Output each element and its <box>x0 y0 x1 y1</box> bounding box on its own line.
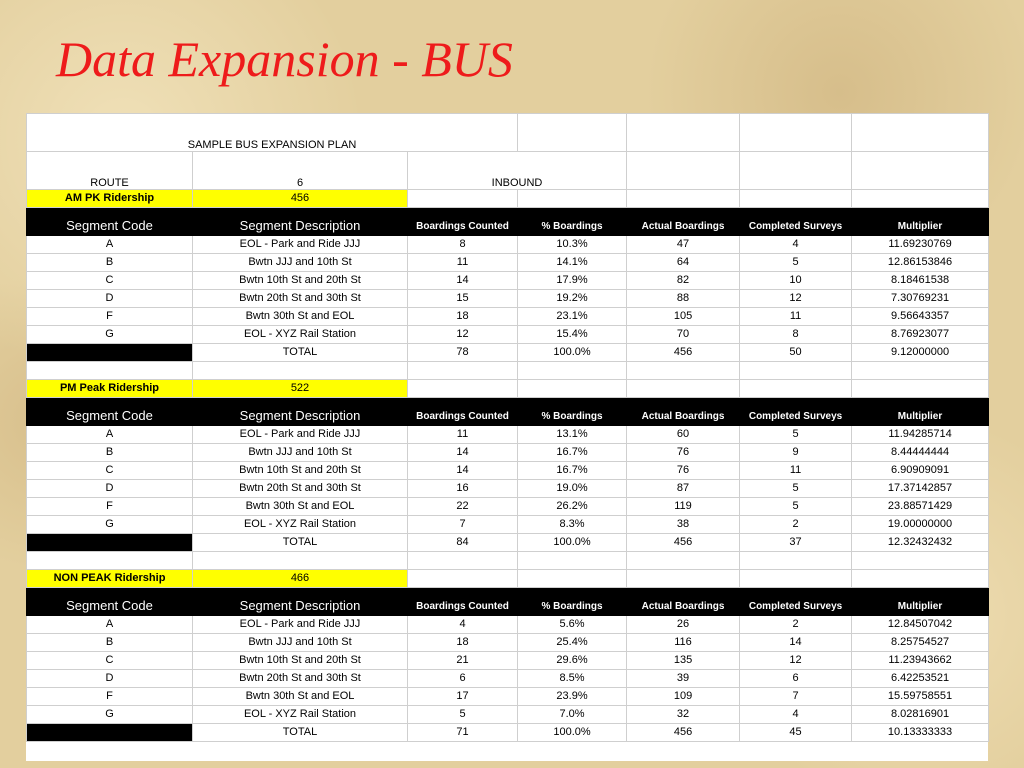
total-label: TOTAL <box>193 344 408 362</box>
actual-boardings-cell: 88 <box>627 290 740 308</box>
segment-code-cell: F <box>27 498 193 516</box>
total-multiplier-cell: 12.32432432 <box>852 534 989 552</box>
multiplier-cell: 11.69230769 <box>852 236 989 254</box>
boardings-counted-cell: 15 <box>408 290 518 308</box>
total-black-cell <box>27 724 193 742</box>
pct-boardings-cell: 19.2% <box>518 290 627 308</box>
empty-cell <box>627 190 740 208</box>
pct-boardings-cell: 14.1% <box>518 254 627 272</box>
column-header: Segment Code <box>27 208 193 236</box>
empty-cell <box>852 362 989 380</box>
total-row <box>27 724 989 742</box>
empty-cell <box>27 552 193 570</box>
multiplier-cell: 19.00000000 <box>852 516 989 534</box>
ridership-value: 522 <box>193 380 408 398</box>
table-row <box>27 326 989 344</box>
column-header: % Boardings <box>518 588 627 616</box>
actual-boardings-cell: 76 <box>627 444 740 462</box>
column-header: Actual Boardings <box>627 588 740 616</box>
segment-description-cell: EOL - Park and Ride JJJ <box>193 236 408 254</box>
table-row <box>27 236 989 254</box>
empty-cell <box>852 380 989 398</box>
completed-surveys-cell: 5 <box>740 426 852 444</box>
empty-cell <box>627 114 740 152</box>
completed-surveys-cell: 8 <box>740 326 852 344</box>
multiplier-cell: 8.44444444 <box>852 444 989 462</box>
segment-code-cell: G <box>27 706 193 724</box>
boardings-counted-cell: 11 <box>408 254 518 272</box>
empty-cell <box>627 552 740 570</box>
multiplier-cell: 15.59758551 <box>852 688 989 706</box>
boardings-counted-cell: 17 <box>408 688 518 706</box>
actual-boardings-cell: 109 <box>627 688 740 706</box>
segment-description-cell: Bwtn 10th St and 20th St <box>193 462 408 480</box>
column-header-row <box>27 208 989 236</box>
boardings-counted-cell: 16 <box>408 480 518 498</box>
pct-boardings-cell: 26.2% <box>518 498 627 516</box>
completed-surveys-cell: 9 <box>740 444 852 462</box>
completed-surveys-cell: 12 <box>740 290 852 308</box>
multiplier-cell: 8.25754527 <box>852 634 989 652</box>
completed-surveys-cell: 5 <box>740 498 852 516</box>
pct-boardings-cell: 7.0% <box>518 706 627 724</box>
multiplier-cell: 12.84507042 <box>852 616 989 634</box>
table-row <box>27 462 989 480</box>
segment-description-cell: Bwtn 10th St and 20th St <box>193 652 408 670</box>
ridership-label-row <box>27 190 989 208</box>
total-completed-surveys-cell: 50 <box>740 344 852 362</box>
empty-cell <box>27 362 193 380</box>
total-label: TOTAL <box>193 534 408 552</box>
table-row <box>27 706 989 724</box>
table-row <box>27 670 989 688</box>
boardings-counted-cell: 22 <box>408 498 518 516</box>
empty-cell <box>852 114 989 152</box>
empty-cell <box>518 114 627 152</box>
total-pct-boardings-cell: 100.0% <box>518 344 627 362</box>
spacer-row <box>27 362 989 380</box>
empty-cell <box>193 552 408 570</box>
route-number: 6 <box>193 152 408 190</box>
spreadsheet <box>26 113 988 761</box>
ridership-label-row <box>27 570 989 588</box>
actual-boardings-cell: 116 <box>627 634 740 652</box>
segment-description-cell: Bwtn 30th St and EOL <box>193 308 408 326</box>
pct-boardings-cell: 8.3% <box>518 516 627 534</box>
completed-surveys-cell: 11 <box>740 462 852 480</box>
slide-title: Data Expansion - BUS <box>56 31 513 87</box>
empty-cell <box>408 380 518 398</box>
segment-code-cell: C <box>27 272 193 290</box>
empty-cell <box>740 114 852 152</box>
completed-surveys-cell: 4 <box>740 706 852 724</box>
empty-cell <box>852 570 989 588</box>
total-multiplier-cell: 9.12000000 <box>852 344 989 362</box>
boardings-counted-cell: 5 <box>408 706 518 724</box>
sheet-title: SAMPLE BUS EXPANSION PLAN <box>27 114 518 152</box>
boardings-counted-cell: 14 <box>408 272 518 290</box>
segment-code-cell: F <box>27 308 193 326</box>
completed-surveys-cell: 6 <box>740 670 852 688</box>
table-row <box>27 652 989 670</box>
empty-cell <box>627 380 740 398</box>
multiplier-cell: 8.02816901 <box>852 706 989 724</box>
empty-cell <box>408 552 518 570</box>
total-black-cell <box>27 344 193 362</box>
column-header: Boardings Counted <box>408 208 518 236</box>
total-completed-surveys-cell: 45 <box>740 724 852 742</box>
empty-cell <box>518 552 627 570</box>
pct-boardings-cell: 15.4% <box>518 326 627 344</box>
ridership-value: 466 <box>193 570 408 588</box>
ridership-value: 456 <box>193 190 408 208</box>
table-row <box>27 254 989 272</box>
empty-cell <box>852 152 989 190</box>
multiplier-cell: 11.94285714 <box>852 426 989 444</box>
completed-surveys-cell: 5 <box>740 480 852 498</box>
route-direction: INBOUND <box>408 152 627 190</box>
completed-surveys-cell: 10 <box>740 272 852 290</box>
pct-boardings-cell: 16.7% <box>518 444 627 462</box>
boardings-counted-cell: 14 <box>408 462 518 480</box>
pct-boardings-cell: 19.0% <box>518 480 627 498</box>
table-body <box>27 114 989 742</box>
column-header: Segment Description <box>193 208 408 236</box>
pct-boardings-cell: 17.9% <box>518 272 627 290</box>
ridership-label: PM Peak Ridership <box>27 380 193 398</box>
empty-cell <box>740 552 852 570</box>
column-header-row <box>27 588 989 616</box>
pct-boardings-cell: 29.6% <box>518 652 627 670</box>
boardings-counted-cell: 18 <box>408 308 518 326</box>
empty-cell <box>518 570 627 588</box>
multiplier-cell: 11.23943662 <box>852 652 989 670</box>
segment-code-cell: B <box>27 254 193 272</box>
total-pct-boardings-cell: 100.0% <box>518 724 627 742</box>
total-black-cell <box>27 534 193 552</box>
boardings-counted-cell: 11 <box>408 426 518 444</box>
actual-boardings-cell: 38 <box>627 516 740 534</box>
empty-cell <box>740 362 852 380</box>
total-completed-surveys-cell: 37 <box>740 534 852 552</box>
empty-cell <box>627 152 740 190</box>
actual-boardings-cell: 82 <box>627 272 740 290</box>
table-row <box>27 272 989 290</box>
segment-description-cell: EOL - XYZ Rail Station <box>193 516 408 534</box>
segment-description-cell: Bwtn 20th St and 30th St <box>193 480 408 498</box>
actual-boardings-cell: 119 <box>627 498 740 516</box>
boardings-counted-cell: 18 <box>408 634 518 652</box>
actual-boardings-cell: 70 <box>627 326 740 344</box>
completed-surveys-cell: 2 <box>740 616 852 634</box>
segment-code-cell: D <box>27 670 193 688</box>
expansion-plan-table <box>26 113 989 742</box>
empty-cell <box>852 552 989 570</box>
actual-boardings-cell: 32 <box>627 706 740 724</box>
column-header: Multiplier <box>852 398 989 426</box>
segment-code-cell: A <box>27 236 193 254</box>
multiplier-cell: 8.76923077 <box>852 326 989 344</box>
ridership-label-row <box>27 380 989 398</box>
route-row <box>27 152 989 190</box>
empty-cell <box>740 190 852 208</box>
actual-boardings-cell: 39 <box>627 670 740 688</box>
boardings-counted-cell: 8 <box>408 236 518 254</box>
completed-surveys-cell: 4 <box>740 236 852 254</box>
column-header: Segment Code <box>27 588 193 616</box>
table-row <box>27 480 989 498</box>
completed-surveys-cell: 12 <box>740 652 852 670</box>
ridership-label: NON PEAK Ridership <box>27 570 193 588</box>
total-actual-boardings-cell: 456 <box>627 344 740 362</box>
pct-boardings-cell: 10.3% <box>518 236 627 254</box>
table-row <box>27 444 989 462</box>
boardings-counted-cell: 4 <box>408 616 518 634</box>
total-boardings-counted-cell: 71 <box>408 724 518 742</box>
actual-boardings-cell: 105 <box>627 308 740 326</box>
completed-surveys-cell: 14 <box>740 634 852 652</box>
pct-boardings-cell: 5.6% <box>518 616 627 634</box>
multiplier-cell: 7.30769231 <box>852 290 989 308</box>
actual-boardings-cell: 76 <box>627 462 740 480</box>
total-pct-boardings-cell: 100.0% <box>518 534 627 552</box>
column-header: Actual Boardings <box>627 208 740 236</box>
segment-description-cell: Bwtn JJJ and 10th St <box>193 444 408 462</box>
column-header: Actual Boardings <box>627 398 740 426</box>
completed-surveys-cell: 5 <box>740 254 852 272</box>
actual-boardings-cell: 60 <box>627 426 740 444</box>
route-label: ROUTE <box>27 152 193 190</box>
segment-code-cell: A <box>27 426 193 444</box>
segment-description-cell: Bwtn 20th St and 30th St <box>193 290 408 308</box>
segment-description-cell: Bwtn 10th St and 20th St <box>193 272 408 290</box>
completed-surveys-cell: 7 <box>740 688 852 706</box>
column-header: Segment Description <box>193 398 408 426</box>
segment-code-cell: B <box>27 444 193 462</box>
total-actual-boardings-cell: 456 <box>627 534 740 552</box>
actual-boardings-cell: 135 <box>627 652 740 670</box>
column-header: Boardings Counted <box>408 588 518 616</box>
boardings-counted-cell: 12 <box>408 326 518 344</box>
boardings-counted-cell: 6 <box>408 670 518 688</box>
empty-cell <box>627 362 740 380</box>
total-multiplier-cell: 10.13333333 <box>852 724 989 742</box>
multiplier-cell: 23.88571429 <box>852 498 989 516</box>
table-row <box>27 498 989 516</box>
empty-cell <box>193 362 408 380</box>
empty-cell <box>852 190 989 208</box>
pct-boardings-cell: 8.5% <box>518 670 627 688</box>
table-row <box>27 634 989 652</box>
segment-description-cell: Bwtn JJJ and 10th St <box>193 634 408 652</box>
completed-surveys-cell: 2 <box>740 516 852 534</box>
table-row <box>27 516 989 534</box>
segment-description-cell: EOL - Park and Ride JJJ <box>193 616 408 634</box>
segment-code-cell: D <box>27 480 193 498</box>
actual-boardings-cell: 64 <box>627 254 740 272</box>
multiplier-cell: 12.86153846 <box>852 254 989 272</box>
empty-cell <box>408 570 518 588</box>
ridership-label: AM PK Ridership <box>27 190 193 208</box>
table-row <box>27 290 989 308</box>
actual-boardings-cell: 47 <box>627 236 740 254</box>
actual-boardings-cell: 26 <box>627 616 740 634</box>
completed-surveys-cell: 11 <box>740 308 852 326</box>
segment-description-cell: EOL - Park and Ride JJJ <box>193 426 408 444</box>
empty-cell <box>518 380 627 398</box>
segment-description-cell: Bwtn 20th St and 30th St <box>193 670 408 688</box>
column-header: Completed Surveys <box>740 588 852 616</box>
empty-cell <box>627 570 740 588</box>
segment-code-cell: G <box>27 326 193 344</box>
segment-description-cell: Bwtn JJJ and 10th St <box>193 254 408 272</box>
column-header: Completed Surveys <box>740 398 852 426</box>
segment-code-cell: C <box>27 652 193 670</box>
spacer-row <box>27 552 989 570</box>
table-row <box>27 616 989 634</box>
column-header: Boardings Counted <box>408 398 518 426</box>
segment-code-cell: B <box>27 634 193 652</box>
empty-cell <box>518 190 627 208</box>
segment-code-cell: D <box>27 290 193 308</box>
column-header: Segment Description <box>193 588 408 616</box>
total-row <box>27 344 989 362</box>
pct-boardings-cell: 25.4% <box>518 634 627 652</box>
pct-boardings-cell: 16.7% <box>518 462 627 480</box>
column-header: Multiplier <box>852 208 989 236</box>
column-header: % Boardings <box>518 208 627 236</box>
empty-cell <box>740 570 852 588</box>
segment-description-cell: Bwtn 30th St and EOL <box>193 688 408 706</box>
empty-cell <box>740 380 852 398</box>
column-header: Multiplier <box>852 588 989 616</box>
total-boardings-counted-cell: 78 <box>408 344 518 362</box>
segment-code-cell: F <box>27 688 193 706</box>
column-header-row <box>27 398 989 426</box>
multiplier-cell: 6.90909091 <box>852 462 989 480</box>
table-row <box>27 308 989 326</box>
multiplier-cell: 9.56643357 <box>852 308 989 326</box>
segment-code-cell: G <box>27 516 193 534</box>
column-header: % Boardings <box>518 398 627 426</box>
boardings-counted-cell: 7 <box>408 516 518 534</box>
segment-code-cell: A <box>27 616 193 634</box>
pct-boardings-cell: 13.1% <box>518 426 627 444</box>
column-header: Segment Code <box>27 398 193 426</box>
segment-code-cell: C <box>27 462 193 480</box>
segment-description-cell: EOL - XYZ Rail Station <box>193 706 408 724</box>
total-row <box>27 534 989 552</box>
total-actual-boardings-cell: 456 <box>627 724 740 742</box>
pct-boardings-cell: 23.1% <box>518 308 627 326</box>
column-header: Completed Surveys <box>740 208 852 236</box>
multiplier-cell: 8.18461538 <box>852 272 989 290</box>
actual-boardings-cell: 87 <box>627 480 740 498</box>
segment-description-cell: Bwtn 30th St and EOL <box>193 498 408 516</box>
empty-cell <box>408 190 518 208</box>
table-row <box>27 688 989 706</box>
boardings-counted-cell: 21 <box>408 652 518 670</box>
total-label: TOTAL <box>193 724 408 742</box>
empty-cell <box>408 362 518 380</box>
empty-cell <box>740 152 852 190</box>
empty-cell <box>518 362 627 380</box>
table-row <box>27 426 989 444</box>
multiplier-cell: 6.42253521 <box>852 670 989 688</box>
total-boardings-counted-cell: 84 <box>408 534 518 552</box>
pct-boardings-cell: 23.9% <box>518 688 627 706</box>
title-row <box>27 114 989 152</box>
multiplier-cell: 17.37142857 <box>852 480 989 498</box>
boardings-counted-cell: 14 <box>408 444 518 462</box>
segment-description-cell: EOL - XYZ Rail Station <box>193 326 408 344</box>
